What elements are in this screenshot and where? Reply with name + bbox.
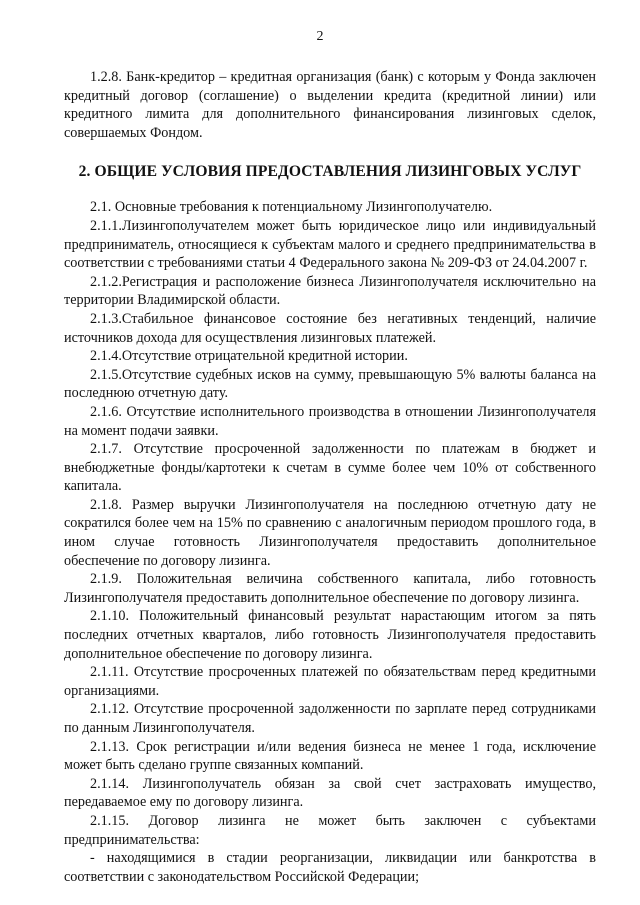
paragraph-1-2-8: 1.2.8. Банк-кредитор – кредитная организация (банк) с которым у Фонда заключен кредитный договор (соглашение) о выделении кредита (кредитной линии) или кредитного лимита для дополнительного финансирования лизинговых сделок, совершаемых Фондом. — [64, 69, 596, 141]
paragraph-2-1-10: 2.1.10. Положительный финансовый результат нарастающим итогом за пять последних отчетных кварталов, либо готовность Лизингополучателя предоставить дополнительное обеспечение по договору лизинга. — [64, 608, 596, 662]
paragraph-2-1-11: 2.1.11. Отсутствие просроченных платежей по обязательствам перед кредитными организациями. — [64, 664, 596, 699]
paragraph-2-1-2: 2.1.2.Регистрация и расположение бизнеса Лизингополучателя исключительно на территории Владимирской области. — [64, 273, 596, 309]
paragraph-2-1-12: 2.1.12. Отсутствие просроченной задолженности по зарплате перед сотрудниками по данным Лизингополучателя. — [64, 701, 596, 736]
page-number: 2 — [316, 29, 324, 44]
paragraph-2-1-4: 2.1.4.Отсутствие отрицательной кредитной истории. — [90, 348, 408, 365]
paragraph-2-1-5: 2.1.5.Отсутствие судебных исков на сумму, превышающую 5% валюты баланса на последнюю отчетную дату. — [64, 366, 596, 402]
list-item-reorganization: - находящимися в стадии реорганизации, ликвидации или банкротства в соответствии с законодательством Российской Федерации; — [64, 850, 596, 885]
paragraph-2-1: 2.1. Основные требования к потенциальному Лизингополучателю. — [90, 199, 493, 216]
section-heading: 2. ОБЩИЕ УСЛОВИЯ ПРЕДОСТАВЛЕНИЯ ЛИЗИНГОВЫХ УСЛУГ — [78, 163, 582, 181]
paragraph-2-1-13: 2.1.13. Срок регистрации и/или ведения бизнеса не менее 1 года, исключение может быть сделано группе связанных компаний. — [64, 738, 596, 774]
paragraph-2-1-14: 2.1.14. Лизингополучатель обязан за свой счет застраховать имущество, передаваемое ему по договору лизинга. — [64, 775, 596, 811]
paragraph-2-1-6: 2.1.6. Отсутствие исполнительного производства в отношении Лизингополучателя на момент подачи заявки. — [64, 403, 596, 439]
paragraph-2-1-15: 2.1.15. Договор лизинга не может быть заключен с субъектами предпринимательства: — [64, 812, 596, 848]
paragraph-2-1-3: 2.1.3.Стабильное финансовое состояние без негативных тенденций, наличие источников дохода для осуществления лизинговых платежей. — [64, 310, 596, 346]
document-body — [64, 68, 596, 886]
paragraph-2-1-9: 2.1.9. Положительная величина собственного капитала, либо готовность Лизингополучателя предоставить дополнительное обеспечение по договору лизинга. — [64, 571, 596, 606]
paragraph-2-1-7: 2.1.7. Отсутствие просроченной задолженности по платежам в бюджет и внебюджетные фонды/картотеки к счетам в сумме более чем 10% от собственного капитала. — [64, 441, 596, 495]
paragraph-2-1-8: 2.1.8. Размер выручки Лизингополучателя на последнюю отчетную дату не сократился более чем на 15% по сравнению с аналогичным периодом прошлого года, в ином случае готовность Лизингополучателя предоставить дополнительное обеспечение по договору лизинга. — [64, 496, 596, 569]
paragraph-2-1-1: 2.1.1.Лизингополучателем может быть юридическое лицо или индивидуальный предприниматель, относящиеся к субъектам малого и среднего предпринимательства в соответствии с требованиями статьи 4 Федерального закона № 209-ФЗ от 24.04.2007 г. — [64, 217, 596, 272]
